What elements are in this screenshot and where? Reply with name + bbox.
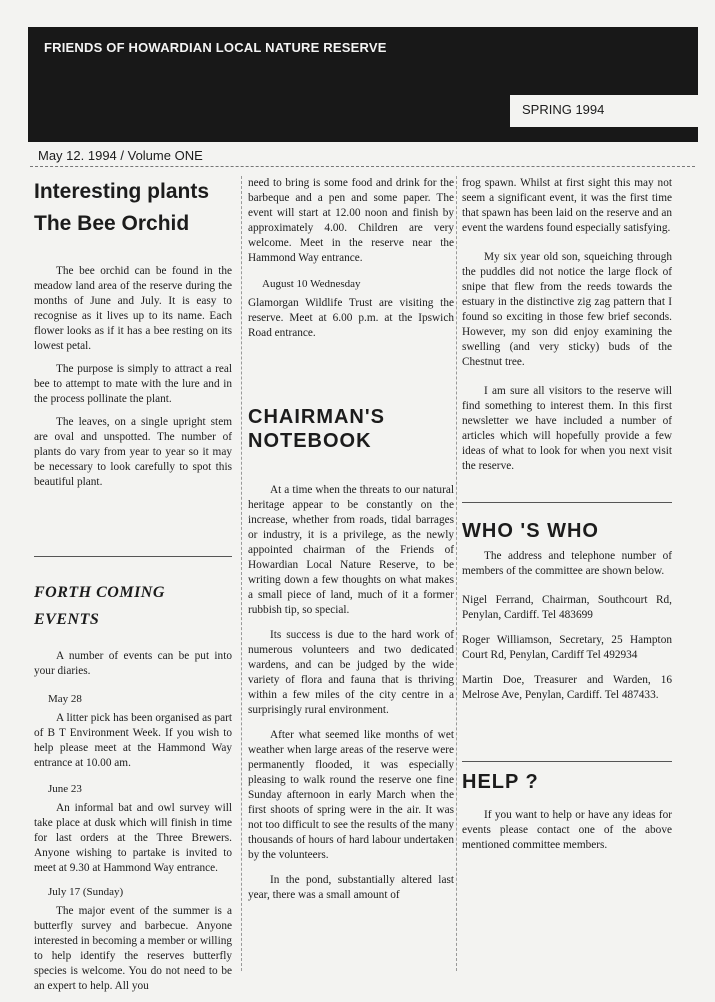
column-middle xyxy=(248,176,454,911)
season-box xyxy=(510,95,698,127)
committee-member: Roger Williamson, Secretary, 25 Hampton Court Rd, Penylan, Cardiff Tel 492934 xyxy=(462,634,672,661)
event-text: An informal bat and owl survey will take place at dusk which will finish in time for last orders at the Three Brewers. Anyone wishing to partake is invited to meet at 9.30 at Hammond Way entrance. xyxy=(34,802,232,874)
plants-heading: Interesting plants xyxy=(34,180,210,203)
plants-paragraph: The purpose is simply to attract a real bee to attempt to mate with the lure and in the process pollinate the plant. xyxy=(34,363,232,405)
issue-season: SPRING 1994 xyxy=(522,102,605,117)
event-date: July 17 (Sunday) xyxy=(48,886,124,898)
event-date: June 23 xyxy=(48,783,82,795)
chairman-subheading: NOTEBOOK xyxy=(248,430,372,452)
event-text: Glamorgan Wildlife Trust are visiting the reserve. Meet at 6.00 p.m. at the Ipswich Road entrance. xyxy=(248,297,454,339)
plants-subheading: The Bee Orchid xyxy=(34,212,190,235)
committee-member: Nigel Ferrand, Chairman, Southcourt Rd, Penylan, Cardiff. Tel 483699 xyxy=(462,594,672,621)
section-rule xyxy=(462,502,672,503)
event-date: May 28 xyxy=(48,693,82,705)
chairman-paragraph: My six year old son, squeiching through the puddles did not notice the large flock of snipe that flew from the reeds towards the estuary in the distinctive zig zag pattern that I found so exciting in those few brief seconds. However, my son did enjoy examining the swelling (and very sticky) buds of the Chestnut tree. xyxy=(462,251,672,368)
column-left xyxy=(34,176,232,1002)
whos-who-heading: WHO 'S WHO xyxy=(462,520,599,542)
committee-member: Martin Doe, Treasurer and Warden, 16 Melrose Ave, Penylan, Cardiff. Tel 487433. xyxy=(462,674,672,701)
chairman-paragraph: Its success is due to the hard work of numerous volunteers and two dedicated wardens, and can be judged by the wide variety of flora and fauna that is thriving within a few miles of the city centre in a surprisingly rural environment. xyxy=(248,629,454,716)
events-intro: A number of events can be put into your diaries. xyxy=(34,650,232,677)
plants-paragraph: The leaves, on a single upright stem are oval and unspotted. The number of plants do vary from year to year so it may be necessary to look carefully to spot this beautiful plant. xyxy=(34,416,232,488)
masthead-banner xyxy=(28,27,698,142)
column-divider-1 xyxy=(241,176,242,971)
chairman-paragraph: After what seemed like months of wet weather when large areas of the reserve were permanently flooded, it was especially pleasing to walk round the reserve one fine Sunday afternoon in early March when the first shoots of spring were in the air. It was not too difficult to see the results of the many thousands of hours of hard labour undertaken by the volunteers. xyxy=(248,729,454,861)
events-heading xyxy=(34,579,232,633)
section-rule xyxy=(462,761,672,762)
section-rule xyxy=(34,556,232,557)
event-text: The major event of the summer is a butterfly survey and barbecue. Anyone interested in becoming a member or willing to help identify the reserves butterfly species is welcome. You do not need to be an expert to help. All you xyxy=(34,905,232,992)
chairman-paragraph: In the pond, substantially altered last year, there was a small amount of xyxy=(248,874,454,901)
chairman-paragraph: frog spawn. Whilst at first sight this may not seem a significant event, it was the first time that spawn has been laid on the reserve and an event the wardens found especially satisfying. xyxy=(462,177,672,234)
help-heading: HELP ? xyxy=(462,771,539,793)
event-text-continued: need to bring is some food and drink for the barbeque and a pen and some paper. The event will start at 12.00 noon and finish by approximately 4.00. Children are very welcome. Meet in the reserve near the Hammond Way entrance. xyxy=(248,177,454,264)
event-date: August 10 Wednesday xyxy=(262,278,361,290)
column-right xyxy=(462,176,672,861)
issue-dateline: May 12. 1994 / Volume ONE xyxy=(38,148,203,163)
newsletter-title: FRIENDS OF HOWARDIAN LOCAL NATURE RESERVE xyxy=(44,40,387,55)
chairman-paragraph: I am sure all visitors to the reserve will find something to interest them. In this first newsletter we have included a number of articles which will hopefully provide a few ideas of what to look for when you next visit the reserve. xyxy=(462,385,672,472)
plants-paragraph: The bee orchid can be found in the meadow land area of the reserve during the months of June and July. It is easy to recognise as it lives up to its name. Each flower looks as if it has a bee resting on its lowest petal. xyxy=(34,265,232,352)
whos-who-intro: The address and telephone number of members of the committee are shown below. xyxy=(462,550,672,577)
events-heading-line2: EVENTS xyxy=(34,611,100,628)
header-divider xyxy=(30,166,695,167)
event-text: A litter pick has been organised as part of B T Environment Week. If you wish to help please meet at the Hammond Way entrance at 10.00 am. xyxy=(34,712,232,769)
column-divider-2 xyxy=(456,176,457,971)
chairman-heading: CHAIRMAN'S xyxy=(248,406,385,428)
help-text: If you want to help or have any ideas for events please contact one of the above mentioned committee members. xyxy=(462,809,672,851)
chairman-paragraph: At a time when the threats to our natural heritage appear to be constantly on the increase, whether from roads, tidal barrages or industry, it is a privilege, as the newly appointed chairman of the Friends of Howardian Local Nature Reserve, to be writing down a few thoughts on what makes a small piece of land, much of it a former rubbish tip, so special. xyxy=(248,484,454,616)
events-heading-line1: FORTH COMING xyxy=(34,584,165,601)
